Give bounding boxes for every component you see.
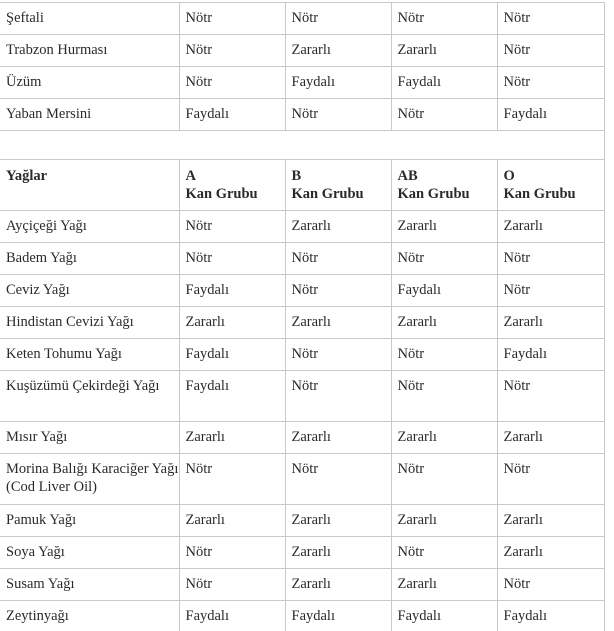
oils-header-row: [0, 160, 604, 211]
b-group-cell: Nötr: [285, 243, 391, 275]
ab-group-cell: Zararlı: [391, 422, 497, 454]
a-group-cell: Nötr: [179, 3, 285, 35]
a-group-cell: Faydalı: [179, 339, 285, 371]
table-row-morina-baligi-karaciger-yagi: [0, 454, 604, 505]
a-group-cell: Nötr: [179, 211, 285, 243]
ab-group-cell: Zararlı: [391, 505, 497, 537]
b-group-cell: Nötr: [285, 371, 391, 422]
ab-group-cell: Zararlı: [391, 569, 497, 601]
food-name-cell: Trabzon Hurması: [0, 35, 179, 67]
food-name-cell: Üzüm: [0, 67, 179, 99]
ab-group-cell: Faydalı: [391, 67, 497, 99]
header-b-group: [285, 160, 391, 211]
b-group-cell: Nötr: [285, 3, 391, 35]
ab-group-cell: Nötr: [391, 339, 497, 371]
table-row-pamuk-yagi: [0, 505, 604, 537]
food-name-cell: Mısır Yağı: [0, 422, 179, 454]
table-row-misir-yagi: [0, 422, 604, 454]
b-group-cell: Zararlı: [285, 537, 391, 569]
ab-group-cell: Nötr: [391, 537, 497, 569]
food-name-cell: Soya Yağı: [0, 537, 179, 569]
blood-group-letter: B: [291, 168, 302, 184]
ab-group-cell: Zararlı: [391, 307, 497, 339]
blank-separator-cell: [0, 131, 604, 160]
table-row-uzum: [0, 67, 604, 99]
a-group-cell: Faydalı: [179, 601, 285, 631]
food-name-cell: Badem Yağı: [0, 243, 179, 275]
o-group-cell: Nötr: [497, 67, 604, 99]
table-row-seftali: [0, 3, 604, 35]
table-row-yaban-mersini: [0, 99, 604, 131]
b-group-cell: Nötr: [285, 454, 391, 505]
food-name-cell: Morina Balığı Karaciğer Yağı (Cod Liver Oil): [0, 454, 179, 505]
table-row-trabzon-hurmasi: [0, 35, 604, 67]
table-row-hindistan-cevizi-yagi: [0, 307, 604, 339]
a-group-cell: Nötr: [179, 537, 285, 569]
a-group-cell: Faydalı: [179, 99, 285, 131]
a-group-cell: Nötr: [179, 35, 285, 67]
category-header: Yağlar: [0, 160, 179, 211]
table-row-keten-tohumu-yagi: [0, 339, 604, 371]
ab-group-cell: Nötr: [391, 243, 497, 275]
o-group-cell: Zararlı: [497, 537, 604, 569]
blood-group-letter: O: [503, 168, 515, 184]
food-name-cell: Zeytinyağı: [0, 601, 179, 631]
blood-group-label: Kan Grubu: [185, 186, 258, 202]
table-row-zeytinyagi: [0, 601, 604, 631]
b-group-cell: Zararlı: [285, 505, 391, 537]
o-group-cell: Nötr: [497, 275, 604, 307]
a-group-cell: Faydalı: [179, 275, 285, 307]
o-group-cell: Nötr: [497, 3, 604, 35]
a-group-cell: Nötr: [179, 569, 285, 601]
ab-group-cell: Nötr: [391, 371, 497, 422]
table-row-kusuzumu-cekirdegi-yagi: [0, 371, 604, 422]
b-group-cell: Nötr: [285, 275, 391, 307]
b-group-cell: Faydalı: [285, 67, 391, 99]
table-row-ceviz-yagi: [0, 275, 604, 307]
b-group-cell: Zararlı: [285, 569, 391, 601]
o-group-cell: Nötr: [497, 35, 604, 67]
o-group-cell: Zararlı: [497, 505, 604, 537]
a-group-cell: Zararlı: [179, 307, 285, 339]
header-ab-group: [391, 160, 497, 211]
b-group-cell: Faydalı: [285, 601, 391, 631]
b-group-cell: Zararlı: [285, 211, 391, 243]
o-group-cell: Nötr: [497, 371, 604, 422]
table-row-badem-yagi: [0, 243, 604, 275]
table-row-susam-yagi: [0, 569, 604, 601]
b-group-cell: Zararlı: [285, 35, 391, 67]
table-row-soya-yagi: [0, 537, 604, 569]
ab-group-cell: Nötr: [391, 3, 497, 35]
blood-group-letter: AB: [397, 168, 418, 184]
blood-group-label: Kan Grubu: [291, 186, 364, 202]
o-group-cell: Zararlı: [497, 211, 604, 243]
header-o-group: [497, 160, 604, 211]
o-group-cell: Faydalı: [497, 601, 604, 631]
header-a-group: [179, 160, 285, 211]
blood-group-label: Kan Grubu: [503, 186, 576, 202]
food-name-cell: Yaban Mersini: [0, 99, 179, 131]
ab-group-cell: Faydalı: [391, 275, 497, 307]
food-name-cell: Hindistan Cevizi Yağı: [0, 307, 179, 339]
o-group-cell: Faydalı: [497, 339, 604, 371]
blood-group-label: Kan Grubu: [397, 186, 470, 202]
b-group-cell: Nötr: [285, 339, 391, 371]
o-group-cell: Nötr: [497, 569, 604, 601]
o-group-cell: Nötr: [497, 243, 604, 275]
a-group-cell: Nötr: [179, 454, 285, 505]
food-name-cell: Pamuk Yağı: [0, 505, 179, 537]
blood-group-letter: A: [185, 168, 196, 184]
a-group-cell: Faydalı: [179, 371, 285, 422]
section-separator-row: [0, 131, 604, 160]
food-name-cell: Susam Yağı: [0, 569, 179, 601]
food-name-cell: Keten Tohumu Yağı: [0, 339, 179, 371]
food-name-cell: Kuşüzümü Çekirdeği Yağı: [0, 371, 179, 422]
ab-group-cell: Nötr: [391, 454, 497, 505]
food-name-cell: Ayçiçeği Yağı: [0, 211, 179, 243]
a-group-cell: Zararlı: [179, 422, 285, 454]
blood-type-food-table: [0, 2, 605, 631]
o-group-cell: Zararlı: [497, 422, 604, 454]
o-group-cell: Nötr: [497, 454, 604, 505]
ab-group-cell: Nötr: [391, 99, 497, 131]
a-group-cell: Nötr: [179, 67, 285, 99]
b-group-cell: Zararlı: [285, 422, 391, 454]
a-group-cell: Nötr: [179, 243, 285, 275]
food-name-cell: Şeftali: [0, 3, 179, 35]
ab-group-cell: Zararlı: [391, 35, 497, 67]
ab-group-cell: Faydalı: [391, 601, 497, 631]
b-group-cell: Nötr: [285, 99, 391, 131]
ab-group-cell: Zararlı: [391, 211, 497, 243]
o-group-cell: Faydalı: [497, 99, 604, 131]
food-name-cell: Ceviz Yağı: [0, 275, 179, 307]
b-group-cell: Zararlı: [285, 307, 391, 339]
table-row-aycicegi-yagi: [0, 211, 604, 243]
o-group-cell: Zararlı: [497, 307, 604, 339]
a-group-cell: Zararlı: [179, 505, 285, 537]
